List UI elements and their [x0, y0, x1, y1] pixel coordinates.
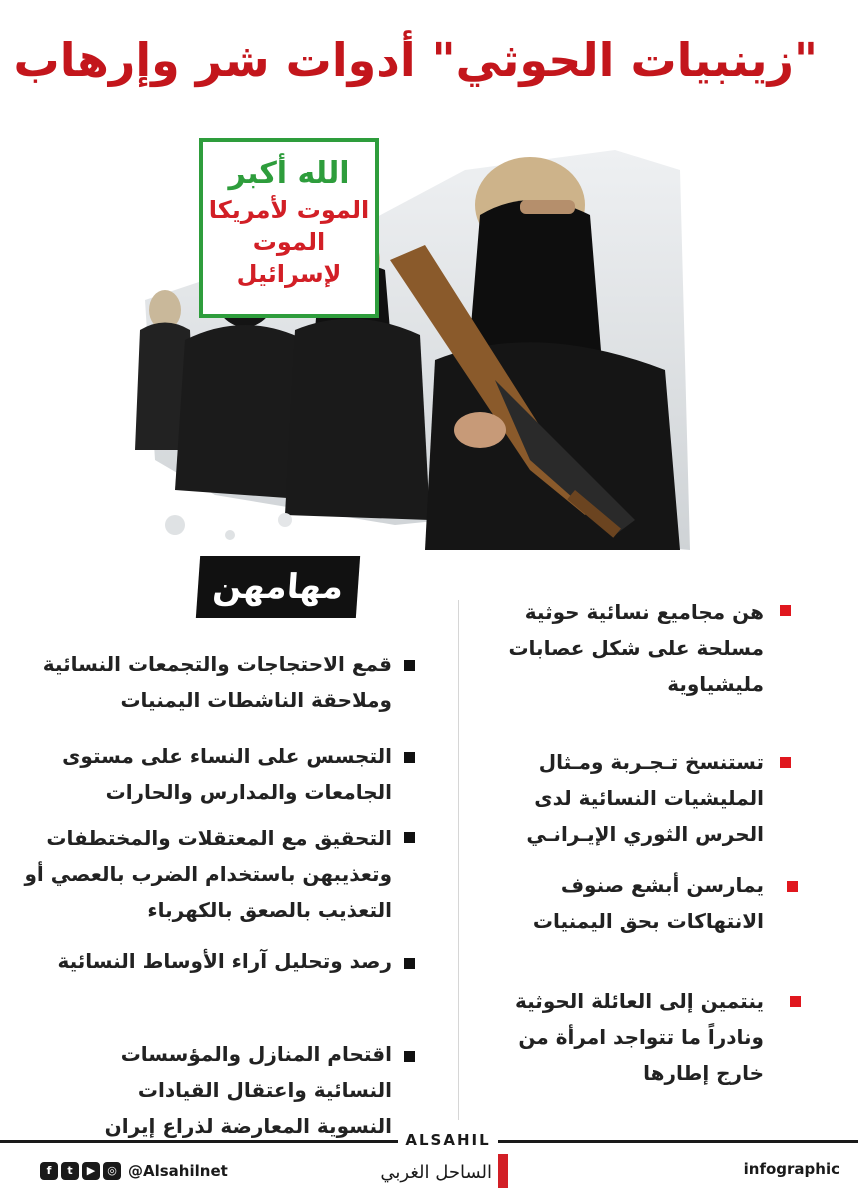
brand-logo-ar: الساحل الغربي [380, 1162, 492, 1183]
brand-accent-bar [498, 1154, 508, 1188]
bullet-red [780, 757, 791, 768]
instagram-icon[interactable]: ◎ [103, 1162, 121, 1180]
page-title: "زينبيات الحوثي" أدوات شر وإرهاب [13, 33, 818, 87]
list-item: رصد وتحليل آراء الأوساط النسائية [57, 949, 392, 973]
youtube-icon[interactable]: ▶ [82, 1162, 100, 1180]
bullet-red [790, 996, 801, 1007]
list-item: تستنسخ تـجـربة ومـثال المليشيات النسائية لدى الحرس الثوري الإيـرانـي [526, 750, 764, 846]
list-item: التجسس على النساء على مستوى الجامعات والمدارس والحارات [62, 744, 392, 804]
column-divider [458, 600, 459, 1120]
bullet-black [404, 832, 415, 843]
list-item: التحقيق مع المعتقلات والمختطفات وتعذيبهن باستخدام الضرب بالعصي أو التعذيب بالصعق بالكهرباء [24, 826, 392, 922]
list-item: قمع الاحتجاجات والتجمعات النسائية وملاحقة الناشطات اليمنيات [42, 652, 392, 712]
twitter-icon[interactable]: t [61, 1162, 79, 1180]
bullet-red [787, 881, 798, 892]
social-links [40, 1160, 228, 1182]
banner-line-1: الله أكبر [228, 156, 350, 191]
slogan-banner [199, 138, 379, 318]
list-item: ينتمين إلى العائلة الحوثية ونادراً ما تتواجد امرأة من خارج إطارها [515, 989, 764, 1085]
bullet-black [404, 752, 415, 763]
list-item: يمارسن أبشع صنوف الانتهاكات بحق اليمنيات [532, 873, 764, 933]
bullet-black [404, 958, 415, 969]
bullet-black [404, 660, 415, 671]
banner-line-3: الموت لإسرائيل [236, 228, 342, 288]
brand-logo-en: ALSAHIL [398, 1128, 498, 1152]
bullet-red [780, 605, 791, 616]
facebook-icon[interactable]: f [40, 1162, 58, 1180]
social-handle[interactable]: @Alsahilnet [128, 1162, 228, 1180]
banner-line-2: الموت لأمريكا [208, 196, 370, 224]
list-item: اقتحام المنازل والمؤسسات النسائية واعتقال القيادات النسوية المعارضة لذراع إيران [104, 1042, 392, 1138]
infographic-label: infographic [743, 1160, 840, 1178]
list-item: هن مجاميع نسائية حوثية مسلحة على شكل عصابات مليشياوية [508, 600, 764, 696]
section-tag: مهامهن [196, 556, 360, 618]
bullet-black [404, 1051, 415, 1062]
